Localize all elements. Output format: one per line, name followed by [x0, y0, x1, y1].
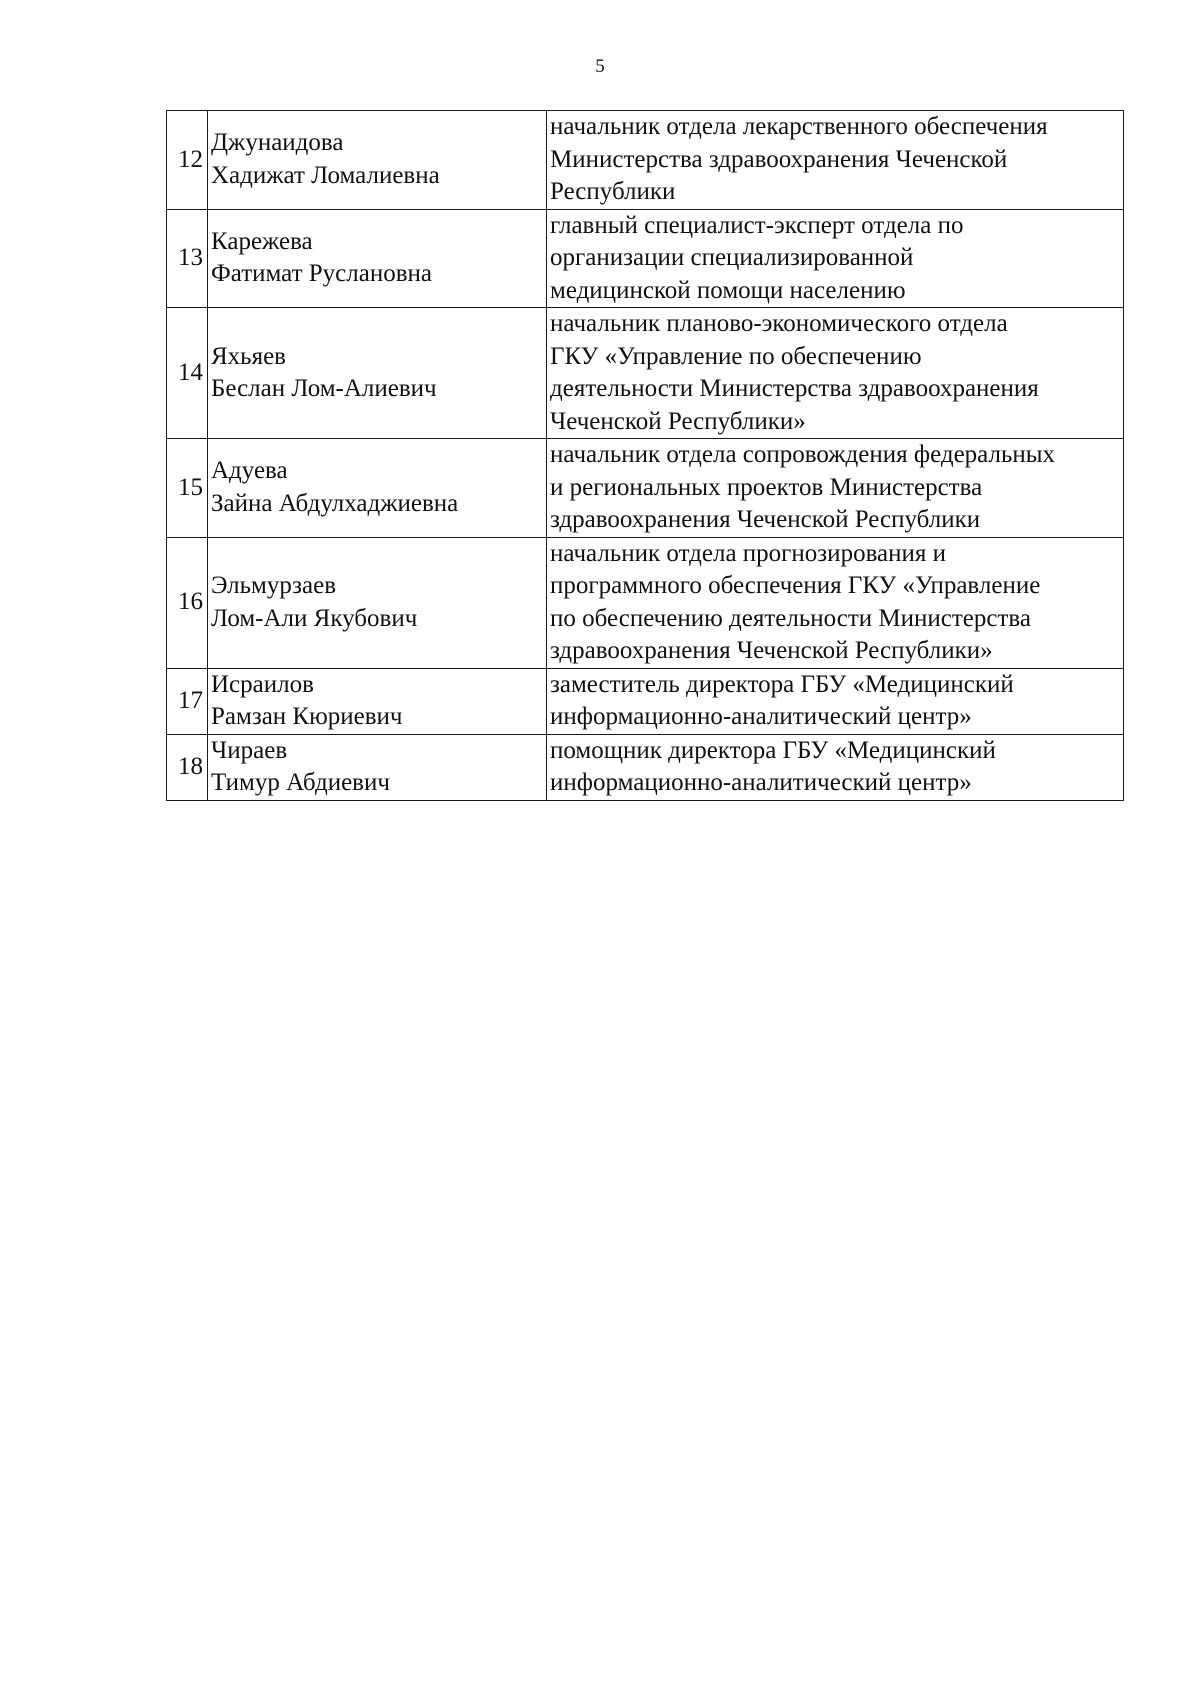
- table-row: [167, 668, 1124, 734]
- person-position: помощник директора ГБУ «Медицинский информационно-аналитический центр»: [547, 734, 1124, 800]
- person-position: заместитель директора ГБУ «Медицинский информационно-аналитический центр»: [547, 668, 1124, 734]
- person-name: Адуева Зайна Абдулхаджиевна: [208, 439, 547, 538]
- person-position: начальник отдела сопровождения федеральных и региональных проектов Министерства здравоохранения Чеченской Республики: [547, 439, 1124, 538]
- table-row: [167, 734, 1124, 800]
- row-number: 14: [167, 308, 208, 439]
- staff-table: [166, 110, 1124, 801]
- table-row: [167, 209, 1124, 308]
- person-name: Исраилов Рамзан Кюриевич: [208, 668, 547, 734]
- row-number: 18: [167, 734, 208, 800]
- person-position: начальник планово-экономического отдела ГКУ «Управление по обеспечению деятельности Министерства здравоохранения Чеченской Республики»: [547, 308, 1124, 439]
- person-name: Джунаидова Хадижат Ломалиевна: [208, 111, 547, 210]
- person-name: Чираев Тимур Абдиевич: [208, 734, 547, 800]
- page-number: 5: [595, 56, 605, 77]
- table-row: [167, 111, 1124, 210]
- person-name: Яхьяев Беслан Лом-Алиевич: [208, 308, 547, 439]
- table-row: [167, 439, 1124, 538]
- table-row: [167, 308, 1124, 439]
- person-name: Эльмурзаев Лом-Али Якубович: [208, 537, 547, 668]
- row-number: 15: [167, 439, 208, 538]
- person-position: начальник отдела прогнозирования и программного обеспечения ГКУ «Управление по обеспечению деятельности Министерства здравоохранения Чеченской Республики»: [547, 537, 1124, 668]
- row-number: 17: [167, 668, 208, 734]
- person-position: главный специалист-эксперт отдела по организации специализированной медицинской помощи населению: [547, 209, 1124, 308]
- staff-table-body: [167, 111, 1124, 801]
- person-position: начальник отдела лекарственного обеспечения Министерства здравоохранения Чеченской Республики: [547, 111, 1124, 210]
- person-name: Карежева Фатимат Руслановна: [208, 209, 547, 308]
- table-row: [167, 537, 1124, 668]
- row-number: 13: [167, 209, 208, 308]
- row-number: 16: [167, 537, 208, 668]
- row-number: 12: [167, 111, 208, 210]
